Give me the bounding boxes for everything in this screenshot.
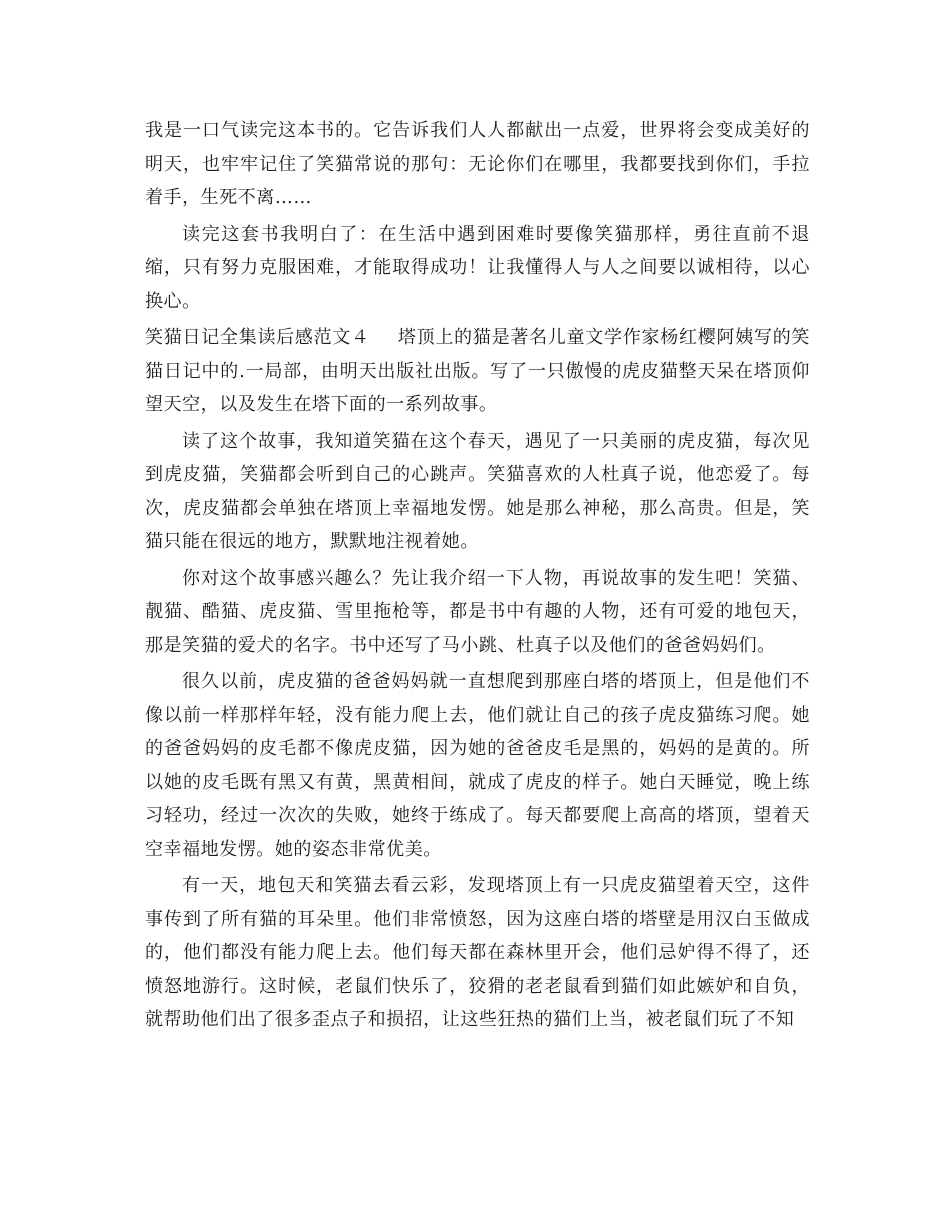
section-heading: 笑猫日记全集读后感范文４ xyxy=(145,327,370,348)
paragraph-6: 很久以前，虎皮猫的爸爸妈妈就一直想爬到那座白塔的塔顶上，但是他们不像以前一样那样年轻，没有能力爬上去，他们就让自己的孩子虎皮猫练习爬。她的爸爸妈妈的皮毛都不像虎皮猫，因为她的爸爸皮毛是黑的，妈妈的是黄的。所以她的皮毛既有黑又有黄，黑黄相间，就成了虎皮的样子。她白天睡觉，晚上练习轻功，经过一次次的失败，她终于练成了。每天都要爬上高高的塔顶，望着天空幸福地发愣。她的姿态非常优美。 xyxy=(145,671,810,860)
paragraph-2: 读完这套书我明白了：在生活中遇到困难时要像笑猫那样，勇往直前不退缩，只有努力克服困难，才能取得成功！让我懂得人与人之间要以诚相待，以心换心。 xyxy=(145,223,810,312)
paragraph-3-text: 塔顶上的猫是著名儿童文学作家杨红樱阿姨写的笑猫日记中的.一局部，由明天出版社出版。写了一只傲慢的虎皮猫整天呆在塔顶仰望天空，以及发生在塔下面的一系列故事。 xyxy=(145,327,810,415)
paragraph-4: 读了这个故事，我知道笑猫在这个春天，遇见了一只美丽的虎皮猫，每次见到虎皮猫，笑猫都会听到自己的心跳声。笑猫喜欢的人杜真子说，他恋爱了。每次，虎皮猫都会单独在塔顶上幸福地发愣。她是那么神秘，那么高贵。但是，笑猫只能在很远的地方，默默地注视着她。 xyxy=(145,430,810,552)
paragraph-5: 你对这个故事感兴趣么？先让我介绍一下人物，再说故事的发生吧！笑猫、靓猫、酷猫、虎皮猫、雪里拖枪等，都是书中有趣的人物，还有可爱的地包天，那是笑猫的爱犬的名字。书中还写了马小跳、杜真子以及他们的爸爸妈妈们。 xyxy=(145,567,810,656)
paragraph-3 xyxy=(145,321,810,422)
paragraph-1: 我是一口气读完这本书的。它告诉我们人人都献出一点爱，世界将会变成美好的明天，也牢牢记住了笑猫常说的那句：无论你们在哪里，我都要找到你们，手拉着手，生死不离…… xyxy=(145,120,810,208)
document-body xyxy=(145,114,810,1040)
paragraph-7: 有一天，地包天和笑猫去看云彩，发现塔顶上有一只虎皮猫望着天空，这件事传到了所有猫的耳朵里。他们非常愤怒，因为这座白塔的塔壁是用汉白玉做成的，他们都没有能力爬上去。他们每天都在森林里开会，他们忌妒得不得了，还愤怒地游行。这时候，老鼠们快乐了，狡猾的老老鼠看到猫们如此嫉妒和自负，就帮助他们出了很多歪点子和损招，让这些狂热的猫们上当，被老鼠们玩了不知 xyxy=(145,875,810,1030)
